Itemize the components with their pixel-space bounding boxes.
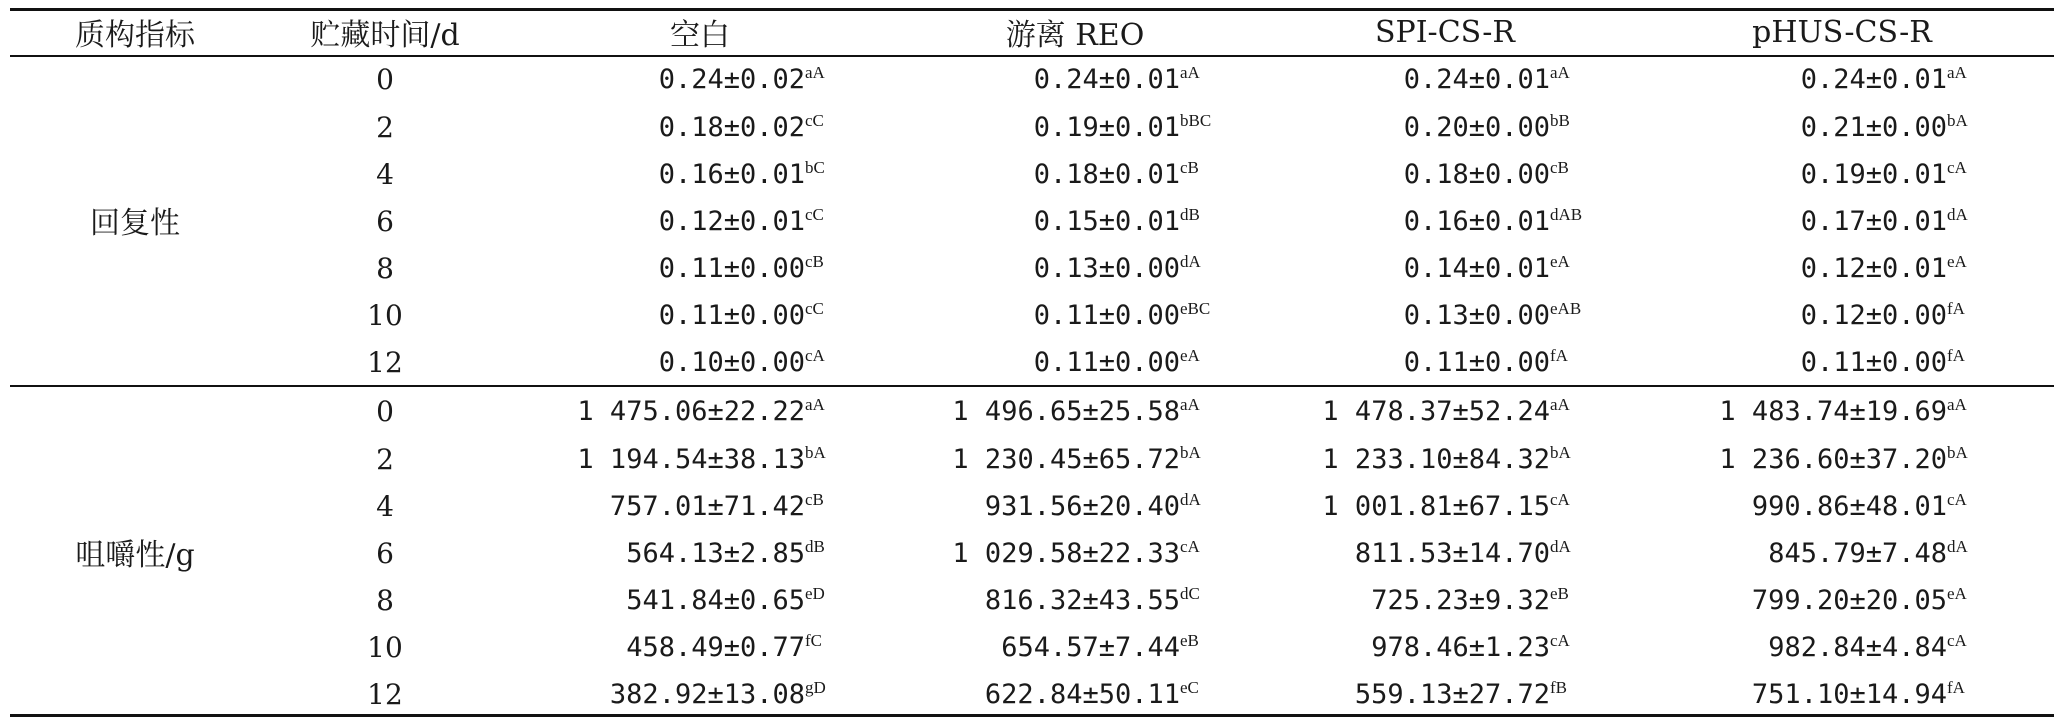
mean-sd-value: 0.17±0.01 bbox=[1800, 206, 1947, 237]
mean-sd-value: 1 236.60±37.20 bbox=[1719, 444, 1947, 475]
value-cell: $978.46\pm 1.23^{cA}$ bbox=[1260, 624, 1630, 671]
value-cell: $0.24\pm 0.01^{aA}$ bbox=[1630, 54, 2054, 104]
value-cell: $0.24\pm 0.01^{aA}$ bbox=[890, 54, 1260, 104]
mean-sd-value: 1 483.74±19.69 bbox=[1719, 395, 1947, 427]
value-cell: $541.84\pm 0.65^{eD}$ bbox=[510, 577, 890, 624]
mean-sd-value: 0.11±0.00 bbox=[658, 253, 805, 284]
mean-sd-value: 0.21±0.00 bbox=[1800, 112, 1947, 143]
value-cell: 1 $230.45\pm 65.72^{bA}$ bbox=[890, 436, 1260, 483]
table-row bbox=[10, 436, 2054, 483]
mean-sd-value: 0.10±0.00 bbox=[658, 347, 805, 378]
mean-sd-value: 0.13±0.00 bbox=[1403, 300, 1550, 331]
value-cell: $0.14\pm 0.01^{eA}$ bbox=[1260, 245, 1630, 292]
value-cell: $0.18\pm 0.01^{cB}$ bbox=[890, 151, 1260, 198]
value-cell: $0.21\pm 0.00^{bA}$ bbox=[1630, 104, 2054, 151]
mean-sd-value: 0.12±0.01 bbox=[658, 206, 805, 237]
value-cell: $0.15\pm 0.01^{dB}$ bbox=[890, 198, 1260, 245]
value-cell: $811.53\pm 14.70^{dA}$ bbox=[1260, 530, 1630, 577]
mean-sd-value: 757.01±71.42 bbox=[609, 491, 805, 522]
table-row bbox=[10, 245, 2054, 292]
mean-sd-value: 845.79±7.48 bbox=[1768, 538, 1947, 569]
mean-sd-value: 458.49±0.77 bbox=[626, 632, 805, 663]
mean-sd-value: 1 230.45±65.72 bbox=[952, 444, 1180, 475]
indicator-cell: 咀嚼性/g bbox=[75, 538, 195, 573]
mean-sd-value: 0.12±0.00 bbox=[1800, 300, 1947, 331]
table-row bbox=[10, 386, 2054, 436]
mean-sd-value: 0.18±0.02 bbox=[658, 112, 805, 143]
header-phus-cs-r: pHUS-CS-R bbox=[1752, 14, 1932, 50]
table-row bbox=[10, 671, 2054, 718]
value-cell: $0.20\pm 0.00^{bB}$ bbox=[1260, 104, 1630, 151]
mean-sd-value: 0.24±0.01 bbox=[1403, 63, 1550, 95]
table-row bbox=[10, 530, 2054, 577]
mean-sd-value: 564.13±2.85 bbox=[626, 538, 805, 569]
table-row bbox=[10, 292, 2054, 339]
storage-time-cell: 2 bbox=[376, 111, 394, 144]
header-free-reo: 游离 REO bbox=[1005, 18, 1145, 53]
storage-time-cell: 4 bbox=[376, 158, 394, 191]
mean-sd-value: 725.23±9.32 bbox=[1371, 585, 1550, 616]
mean-sd-value: 1 233.10±84.32 bbox=[1322, 444, 1550, 475]
value-cell: $0.11\pm 0.00^{cB}$ bbox=[510, 245, 890, 292]
value-cell: $0.16\pm 0.01^{dAB}$ bbox=[1260, 198, 1630, 245]
value-cell: $931.56\pm 20.40^{dA}$ bbox=[890, 483, 1260, 530]
mean-sd-value: 0.19±0.01 bbox=[1033, 112, 1180, 143]
mean-sd-value: 990.86±48.01 bbox=[1751, 491, 1947, 522]
mean-sd-value: 654.57±7.44 bbox=[1001, 632, 1180, 663]
value-cell: $982.84\pm 4.84^{cA}$ bbox=[1630, 624, 2054, 671]
mean-sd-value: 0.12±0.01 bbox=[1800, 253, 1947, 284]
value-cell: $564.13\pm 2.85^{dB}$ bbox=[510, 530, 890, 577]
mean-sd-value: 1 478.37±52.24 bbox=[1322, 395, 1550, 427]
value-cell: $458.49\pm 0.77^{fC}$ bbox=[510, 624, 890, 671]
value-cell: $0.18\pm 0.00^{cB}$ bbox=[1260, 151, 1630, 198]
value-cell: 1 $001.81\pm 67.15^{cA}$ bbox=[1260, 483, 1630, 530]
value-cell: $0.19\pm 0.01^{bBC}$ bbox=[890, 104, 1260, 151]
table-row bbox=[10, 151, 2054, 198]
value-cell: $654.57\pm 7.44^{eB}$ bbox=[890, 624, 1260, 671]
value-cell: $757.01\pm 71.42^{cB}$ bbox=[510, 483, 890, 530]
value-cell: $0.11\pm 0.00^{cC}$ bbox=[510, 292, 890, 339]
mean-sd-value: 0.11±0.00 bbox=[1033, 300, 1180, 331]
mean-sd-value: 0.11±0.00 bbox=[658, 300, 805, 331]
mean-sd-value: 931.56±20.40 bbox=[984, 491, 1180, 522]
mean-sd-value: 622.84±50.11 bbox=[984, 679, 1180, 710]
storage-time-cell: 6 bbox=[376, 537, 394, 570]
table-row bbox=[10, 104, 2054, 151]
storage-time-cell: 12 bbox=[367, 678, 403, 711]
mean-sd-value: 541.84±0.65 bbox=[626, 585, 805, 616]
mean-sd-value: 0.16±0.01 bbox=[658, 159, 805, 190]
mean-sd-value: 811.53±14.70 bbox=[1354, 538, 1550, 569]
storage-time-cell: 8 bbox=[376, 584, 394, 617]
value-cell: $0.16\pm 0.01^{bC}$ bbox=[510, 151, 890, 198]
mean-sd-value: 0.19±0.01 bbox=[1800, 159, 1947, 190]
mean-sd-value: 559.13±27.72 bbox=[1354, 679, 1550, 710]
table-row bbox=[10, 198, 2054, 245]
mean-sd-value: 0.11±0.00 bbox=[1403, 347, 1550, 378]
table-header-row bbox=[10, 10, 2054, 54]
value-cell: $799.20\pm 20.05^{eA}$ bbox=[1630, 577, 2054, 624]
table-row bbox=[10, 339, 2054, 386]
mean-sd-value: 1 001.81±67.15 bbox=[1322, 491, 1550, 522]
value-cell: $990.86\pm 48.01^{cA}$ bbox=[1630, 483, 2054, 530]
value-cell: 1 $233.10\pm 84.32^{bA}$ bbox=[1260, 436, 1630, 483]
value-cell: $622.84\pm 50.11^{eC}$ bbox=[890, 671, 1260, 718]
value-cell: $0.11\pm 0.00^{fA}$ bbox=[1630, 339, 2054, 386]
texture-table bbox=[10, 10, 2054, 718]
header-indicator: 质构指标 bbox=[75, 18, 195, 53]
mean-sd-value: 751.10±14.94 bbox=[1751, 679, 1947, 710]
value-cell: 1 $483.74\pm 19.69^{aA}$ bbox=[1630, 386, 2054, 436]
storage-time-cell: 10 bbox=[367, 299, 403, 332]
value-cell: $0.12\pm 0.00^{fA}$ bbox=[1630, 292, 2054, 339]
header-storage-time: 贮藏时间/d bbox=[310, 18, 460, 53]
value-cell: $0.13\pm 0.00^{eAB}$ bbox=[1260, 292, 1630, 339]
value-cell: 1 $236.60\pm 37.20^{bA}$ bbox=[1630, 436, 2054, 483]
value-cell: $725.23\pm 9.32^{eB}$ bbox=[1260, 577, 1630, 624]
table-body bbox=[10, 54, 2054, 718]
value-cell: $0.18\pm 0.02^{cC}$ bbox=[510, 104, 890, 151]
table-row bbox=[10, 577, 2054, 624]
value-cell: $0.10\pm 0.00^{cA}$ bbox=[510, 339, 890, 386]
table-row bbox=[10, 624, 2054, 671]
table-row bbox=[10, 54, 2054, 104]
storage-time-cell: 2 bbox=[376, 443, 394, 476]
mean-sd-value: 0.16±0.01 bbox=[1403, 206, 1550, 237]
header-blank: 空白 bbox=[670, 18, 730, 53]
mean-sd-value: 1 194.54±38.13 bbox=[577, 444, 805, 475]
value-cell: 1 $478.37\pm 52.24^{aA}$ bbox=[1260, 386, 1630, 436]
mean-sd-value: 382.92±13.08 bbox=[609, 679, 805, 710]
mean-sd-value: 0.24±0.01 bbox=[1033, 63, 1180, 95]
mean-sd-value: 982.84±4.84 bbox=[1768, 632, 1947, 663]
header-spi-cs-r: SPI-CS-R bbox=[1374, 14, 1516, 50]
mean-sd-value: 0.13±0.00 bbox=[1033, 253, 1180, 284]
value-cell: $751.10\pm 14.94^{fA}$ bbox=[1630, 671, 2054, 718]
value-cell: $0.11\pm 0.00^{eA}$ bbox=[890, 339, 1260, 386]
mean-sd-value: 0.11±0.00 bbox=[1033, 347, 1180, 378]
value-cell: $816.32\pm 43.55^{dC}$ bbox=[890, 577, 1260, 624]
mean-sd-value: 0.24±0.02 bbox=[658, 63, 805, 95]
storage-time-cell: 6 bbox=[376, 205, 394, 238]
value-cell: $0.12\pm 0.01^{cC}$ bbox=[510, 198, 890, 245]
value-cell: 1 $496.65\pm 25.58^{aA}$ bbox=[890, 386, 1260, 436]
value-cell: $0.17\pm 0.01^{dA}$ bbox=[1630, 198, 2054, 245]
table-row bbox=[10, 483, 2054, 530]
value-cell: $382.92\pm 13.08^{gD}$ bbox=[510, 671, 890, 718]
value-cell: $0.11\pm 0.00^{fA}$ bbox=[1260, 339, 1630, 386]
value-cell: $0.24\pm 0.02^{aA}$ bbox=[510, 54, 890, 104]
storage-time-cell: 0 bbox=[376, 62, 394, 96]
value-cell: $0.24\pm 0.01^{aA}$ bbox=[1260, 54, 1630, 104]
mean-sd-value: 978.46±1.23 bbox=[1371, 632, 1550, 663]
mean-sd-value: 1 496.65±25.58 bbox=[952, 395, 1180, 427]
value-cell: $559.13\pm 27.72^{fB}$ bbox=[1260, 671, 1630, 718]
storage-time-cell: 0 bbox=[376, 394, 394, 428]
mean-sd-value: 1 475.06±22.22 bbox=[577, 395, 805, 427]
storage-time-cell: 8 bbox=[376, 252, 394, 285]
storage-time-cell: 4 bbox=[376, 490, 394, 523]
value-cell: 1 $194.54\pm 38.13^{bA}$ bbox=[510, 436, 890, 483]
mean-sd-value: 799.20±20.05 bbox=[1751, 585, 1947, 616]
mean-sd-value: 0.11±0.00 bbox=[1800, 347, 1947, 378]
mean-sd-value: 0.18±0.00 bbox=[1403, 159, 1550, 190]
storage-time-cell: 10 bbox=[367, 631, 403, 664]
value-cell: $0.19\pm 0.01^{cA}$ bbox=[1630, 151, 2054, 198]
value-cell: $0.12\pm 0.01^{eA}$ bbox=[1630, 245, 2054, 292]
mean-sd-value: 0.15±0.01 bbox=[1033, 206, 1180, 237]
mean-sd-value: 0.18±0.01 bbox=[1033, 159, 1180, 190]
value-cell: 1 $475.06\pm 22.22^{aA}$ bbox=[510, 386, 890, 436]
value-cell: 1 $029.58\pm 22.33^{cA}$ bbox=[890, 530, 1260, 577]
mean-sd-value: 1 029.58±22.33 bbox=[952, 538, 1180, 569]
mean-sd-value: 0.14±0.01 bbox=[1403, 253, 1550, 284]
mean-sd-value: 0.20±0.00 bbox=[1403, 112, 1550, 143]
value-cell: $0.13\pm 0.00^{dA}$ bbox=[890, 245, 1260, 292]
indicator-cell: 回复性 bbox=[90, 206, 180, 241]
storage-time-cell: 12 bbox=[367, 346, 403, 379]
value-cell: $845.79\pm 7.48^{dA}$ bbox=[1630, 530, 2054, 577]
mean-sd-value: 816.32±43.55 bbox=[984, 585, 1180, 616]
value-cell: $0.11\pm 0.00^{eBC}$ bbox=[890, 292, 1260, 339]
mean-sd-value: 0.24±0.01 bbox=[1800, 63, 1947, 95]
